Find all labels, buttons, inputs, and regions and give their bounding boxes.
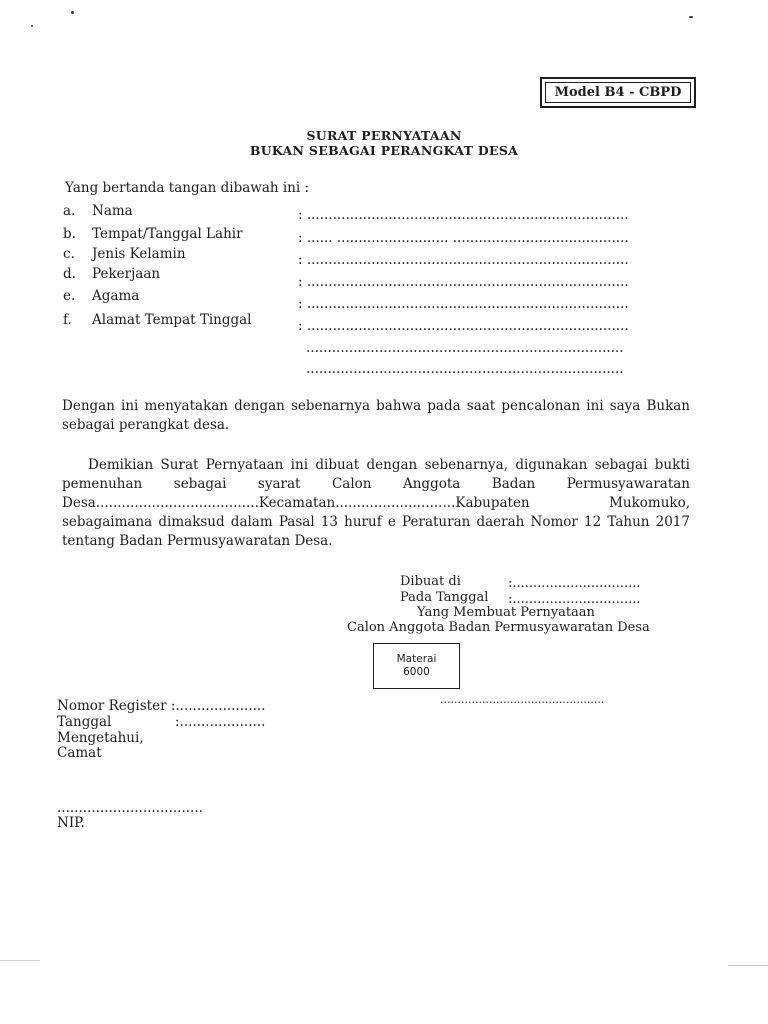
pada-tanggal-label: Pada Tanggal <box>400 590 489 605</box>
field-label-ttl: Tempat/Tanggal Lahir <box>92 226 243 242</box>
scan-speck <box>31 25 33 27</box>
field-letter: c. <box>63 246 75 262</box>
candidate-caption: Calon Anggota Badan Permusyawaratan Desa <box>347 620 650 635</box>
document-title: SURAT PERNYATAAN <box>306 128 462 143</box>
scan-speck <box>71 11 74 14</box>
scan-edge-mark <box>728 965 768 966</box>
field-blank-alamat-line2: .......................................................................... <box>306 340 624 356</box>
field-letter: e. <box>63 288 76 304</box>
field-label-alamat: Alamat Tempat Tinggal <box>92 312 252 328</box>
mengetahui-label: Mengetahui, <box>57 730 144 746</box>
field-blank-pekerjaan: : ........................................................................... <box>298 274 629 290</box>
field-blank-alamat: : ........................................................................... <box>298 318 629 334</box>
document-subtitle: BUKAN SEBAGAI PERANGKAT DESA <box>249 143 519 158</box>
maker-caption: Yang Membuat Pernyataan <box>417 605 595 620</box>
scan-speck <box>689 16 693 18</box>
nomor-register: Nomor Register :..................... <box>57 698 266 714</box>
signer-name-blank: ............................................... <box>440 693 605 706</box>
field-blank-ttl: : ...... .......................... ......................................... <box>298 230 629 246</box>
field-label-jenis-kelamin: Jenis Kelamin <box>92 246 186 262</box>
model-code-label: Model B4 - CBPD <box>545 82 691 103</box>
pada-tanggal-blank: :............................... <box>508 592 641 607</box>
field-label-pekerjaan: Pekerjaan <box>92 266 161 282</box>
model-code-box <box>540 77 696 108</box>
tanggal-blank: :.................... <box>175 714 266 730</box>
closing-paragraph: Demikian Surat Pernyataan ini dibuat dengan sebenarnya, digunakan sebagai bukti pemenuhan sebagai syarat Calon Anggota Badan Permusyawaratan Desa......................................Kecamatan............................Kabupaten Mukomuko, sebagaimana dimaksud dalam Pasal 13 huruf e Peraturan daerah Nomor 12 Tahun 2017 tentang Badan Permusyawaratan Desa. <box>62 457 690 549</box>
field-letter: d. <box>63 266 76 282</box>
camat-signature-blank: .................................. <box>57 800 203 816</box>
dibuat-di-label: Dibuat di <box>400 574 461 589</box>
nip-label: NIP. <box>57 815 85 831</box>
field-label-nama: Nama <box>92 203 133 219</box>
field-label-agama: Agama <box>92 288 140 304</box>
dibuat-di-blank: :............................... <box>508 576 641 591</box>
statement-paragraph: Dengan ini menyatakan dengan sebenarnya bahwa pada saat pencalonan ini saya Bukan sebagai perangkat desa. <box>62 398 690 433</box>
field-blank-alamat-line3: .......................................................................... <box>306 361 624 377</box>
field-letter: a. <box>63 203 76 219</box>
field-blank-nama: : ........................................................................... <box>298 207 629 223</box>
materai-label: Materai <box>396 653 437 665</box>
field-blank-agama: : ........................................................................... <box>298 296 629 312</box>
field-blank-jenis-kelamin: : ........................................................................... <box>298 252 629 268</box>
field-letter: f. <box>63 312 72 328</box>
camat-label: Camat <box>57 745 102 761</box>
scan-edge-mark <box>0 960 40 961</box>
field-letter: b. <box>63 226 76 242</box>
intro-text: Yang bertanda tangan dibawah ini : <box>65 180 310 196</box>
materai-value: 6000 <box>403 666 430 678</box>
materai-stamp-box <box>373 643 460 689</box>
tanggal-label: Tanggal <box>57 714 112 730</box>
